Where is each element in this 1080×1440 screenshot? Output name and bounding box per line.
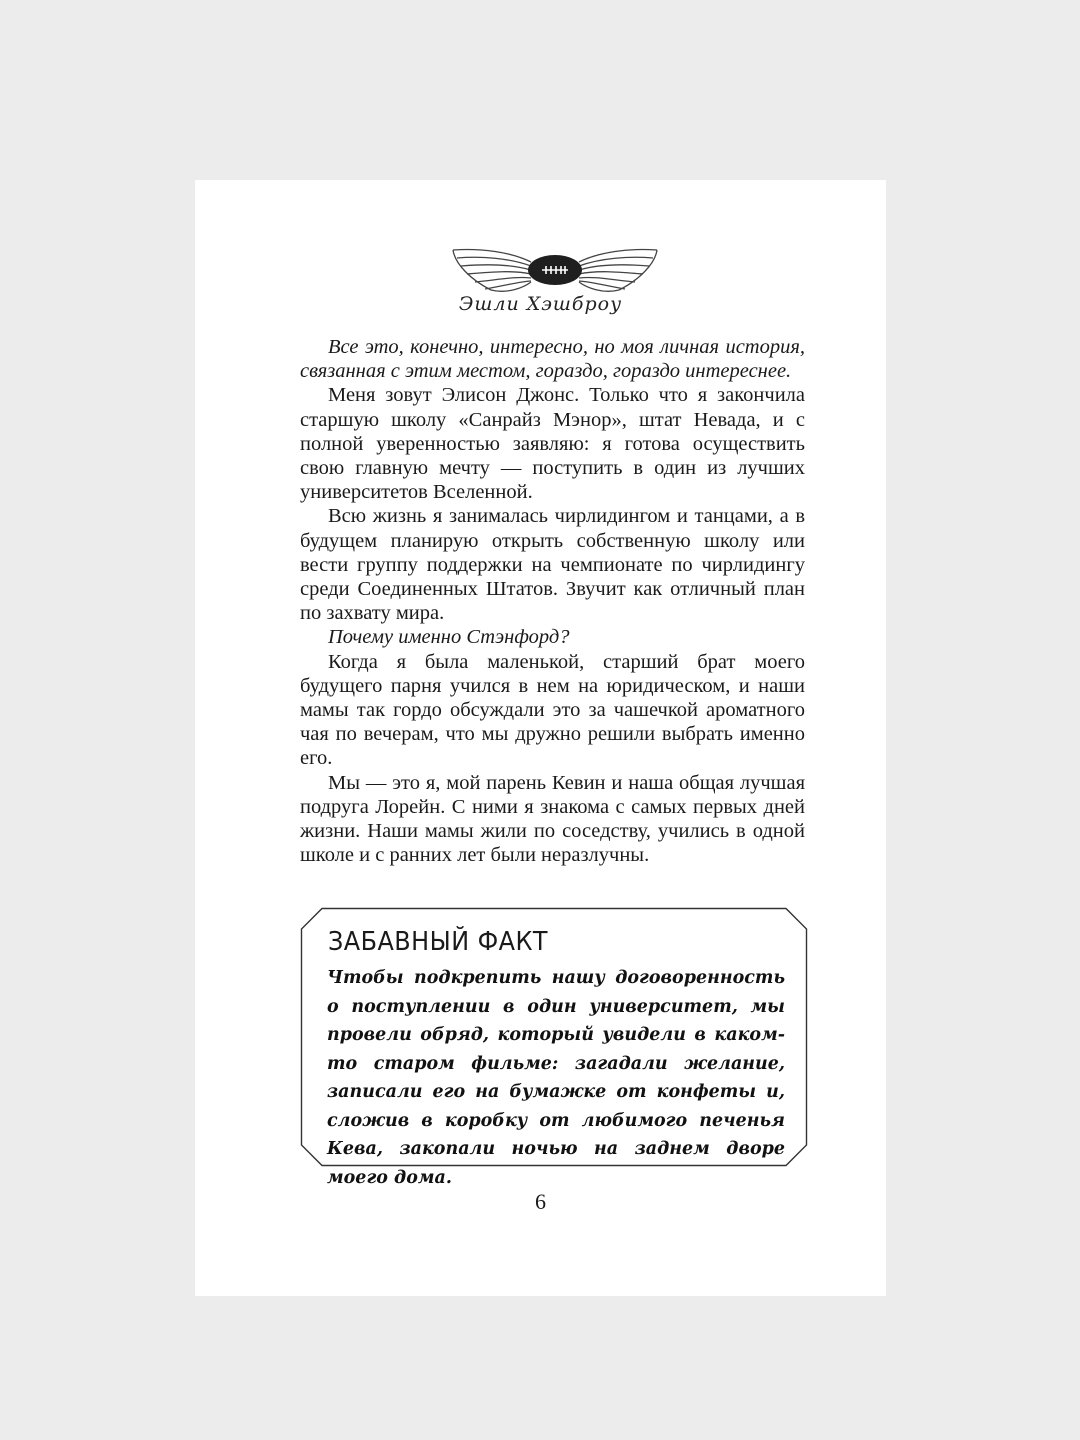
paragraph: Всю жизнь я занималась чирлидингом и танцами, а в будущем планирую открыть собственную школу или вести группу поддержки на чемпионате по чирлидингу среди Соединенных Штатов. Звучит как отличный план по захвату мира. <box>300 505 805 625</box>
book-page <box>195 180 886 1296</box>
running-header-author: Эшли Хэшброу <box>458 293 623 315</box>
paragraph: Когда я была маленькой, старший брат моего будущего парня учился в нем на юридическом, и наши мамы так гордо обсуждали это за чашечкой ароматного чая по вечерам, что мы дружно решили выбрать именно его. <box>300 650 805 770</box>
paragraph: Почему именно Стэнфорд? <box>328 626 570 649</box>
paragraph: Все это, конечно, интересно, но моя личная история, связанная с этим местом, гораздо, гораздо интереснее. <box>300 336 805 383</box>
winged-football-icon <box>451 244 659 296</box>
paragraph: Мы — это я, мой парень Кевин и наша общая лучшая подруга Лорейн. С ними я знакома с самых первых дней жизни. Наши мамы жили по соседству, учились в одной школе и с ранних лет были неразлучны. <box>300 771 805 867</box>
fact-box-title: ЗАБАВНЫЙ ФАКТ <box>328 927 549 957</box>
page-number: 6 <box>535 1189 546 1214</box>
body-text <box>300 335 805 867</box>
fact-box-text: Чтобы подкрепить нашу договоренность о поступлении в один университет, мы провели обряд, который увидели в каком-то старом фильме: загадали желание, записали его на бумажке от конфеты и, сложив в коробку от любимого печенья Кева, закопали ночью на заднем дворе моего дома. <box>327 968 785 1188</box>
paragraph: Меня зовут Элисон Джонс. Только что я закончила старшую школу «Санрайз Мэнор», штат Невада, и с полной уверенностью заявляю: я готова осуществить свою главную мечту — поступить в один из лучших университетов Вселенной. <box>300 384 805 504</box>
fun-fact-box <box>300 907 808 1188</box>
